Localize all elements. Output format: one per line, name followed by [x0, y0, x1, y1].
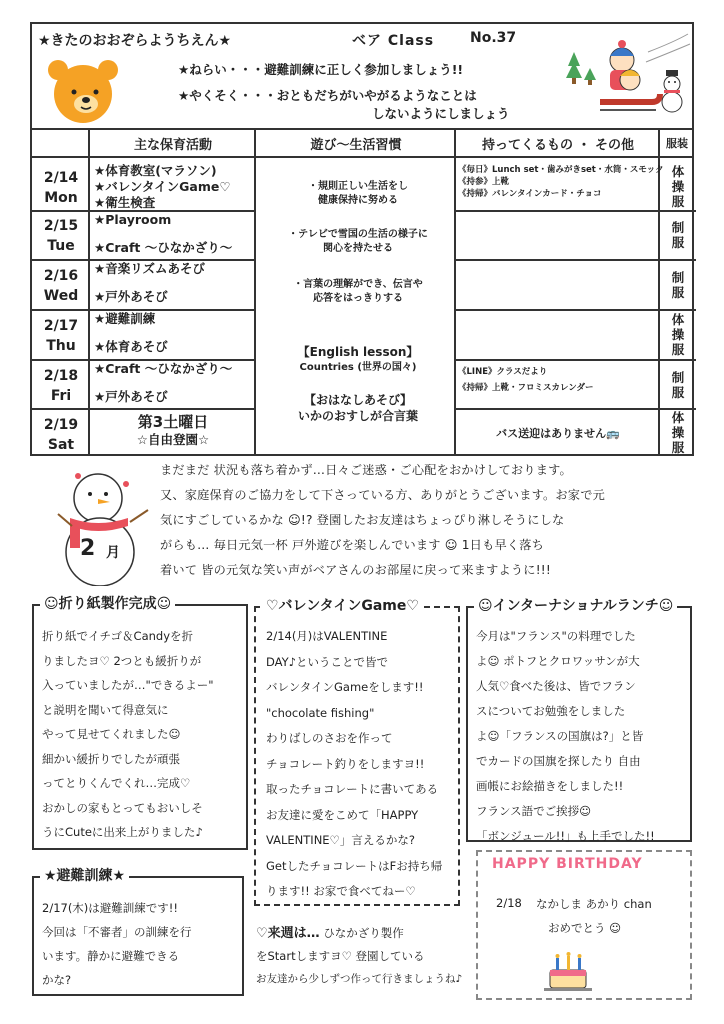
birthday-title: HAPPY BIRTHDAY	[492, 856, 643, 872]
life-habit: ・テレビで雪国の生活の様子に 関心を持たせる	[288, 229, 428, 254]
row-clothes: 制服	[671, 220, 685, 250]
row-date: 2/19 Sat	[43, 417, 79, 453]
row-clothes: 制服	[671, 270, 685, 300]
origami-box	[32, 596, 248, 850]
row-date: 2/16 Wed	[43, 268, 79, 304]
header-bring: 持ってくるもの ・ その他	[456, 130, 660, 158]
story-play: 【おはなしあそび】 いかのおすしが合言葉	[297, 393, 418, 423]
promise-text-1: ★やくそく・・・おともだちがいやがるようなことは	[178, 88, 477, 103]
row-clothes: 体操服	[671, 312, 685, 357]
row-date: 2/14 Mon	[43, 170, 79, 206]
next-week-note: ♡来週は… ひなかざり製作 をStartしますヨ♡ 登園している お友達から少しずつ作って行きましょうね♪	[256, 926, 463, 985]
evacuation-text: 2/17(木)は避難訓練です!! 今回は「不審者」の訓練を行 います。静かに避難できる かな?	[42, 901, 192, 987]
row-divider	[456, 359, 696, 361]
row-divider	[456, 309, 696, 311]
row-activities: ★Playroom ★Craft ～ひなかざり～	[94, 212, 233, 255]
message-text: まだまだ 状況も落ち着かず…日々ご迷惑・ご心配をおかけしております。 又、家庭保育のご協力をして下さっている方、ありがとうございます。お家で元 気にすごしているかな ☺!? 登園したお友達はちょっぴり淋しそうにしな がらも… 毎日元気一杯 戸外遊びを楽しんでいます ☺ 1日も早く落ち 着いて 皆の元気な笑い声がベアさんのお部屋に戻って来ますように!!!	[160, 463, 605, 577]
row-divider	[456, 210, 696, 212]
birthday-wish: おめでとう ☺	[548, 921, 622, 935]
row-divider	[32, 408, 256, 410]
issue-number: No.37	[470, 30, 517, 46]
birthday-date: 2/18	[496, 896, 522, 910]
row-activities: ★音楽リズムあそび ★戸外あそび	[94, 261, 205, 304]
valentine-box	[254, 598, 460, 906]
class-name: ベア Class	[352, 33, 435, 49]
bear-icon	[46, 54, 120, 124]
column-divider	[254, 130, 256, 454]
month-suffix: 月	[106, 545, 120, 561]
header-clothes: 服装	[660, 130, 694, 158]
next-week-title: ♡来週は…	[256, 926, 320, 941]
header-activity: 主な保育活動	[90, 130, 256, 158]
english-lesson: 【English lesson】 Countries (世界の国々)	[297, 345, 419, 373]
origami-text: 折り紙でイチゴ＆Candyを折 りましたヨ♡ 2つとも緩折りが 入っていましたが…"できるよー" と説明を聞いて得意気に やって見せてくれました☺ 細かい緩折りでしたが頑張 ってとりくんでくれ…完成♡ おかしの家もとってもおいしそ うにCuteに出来上がりました♪	[42, 629, 214, 839]
monthly-message	[48, 458, 698, 586]
row-date: 2/17 Thu	[43, 318, 79, 354]
weekly-schedule-table	[30, 130, 694, 456]
evacuation-title: ★避難訓練★	[40, 865, 129, 885]
snowman-icon	[48, 466, 154, 586]
row-bring: 《LINE》クラスだより 《持帰》上靴・フロミスカレンダー	[458, 367, 594, 393]
row-date: 2/18 Fri	[43, 368, 79, 404]
cake-icon	[542, 948, 594, 994]
origami-title: ☺折り紙製作完成☺	[40, 593, 175, 613]
header-date	[32, 130, 90, 158]
row-date: 2/15 Tue	[43, 218, 79, 254]
international-lunch-box	[466, 598, 692, 843]
valentine-text: 2/14(月)はVALENTINE DAY♪ということで皆で バレンタインGameをします!! "chocolate fishing" わりばしのさおを作って チョコレート釣りをしますヨ!! 取ったチョコレートに書いてある お友達に愛をこめて「HAPPY VALENTINE♡」言えるかな? GetしたチョコレートはFお持ち帰 ります!! お家で食べてねー♡	[266, 629, 443, 898]
row-activities: ★体育教室(マラソン) ★バレンタインGame♡ ★衛生検査	[94, 163, 231, 210]
row-activities: ★Craft ～ひなかざり～ ★戸外あそび	[94, 361, 233, 404]
row-bring: 《毎日》Lunch set・歯みがきset・水筒・スモック 《持参》上靴 《持帰》バレンタインカード・チョコ	[458, 165, 664, 199]
birthday-name: なかしま あかり chan	[536, 897, 652, 911]
row-activities: 第3土曜日 ☆自由登園☆	[136, 413, 210, 447]
aim-text: ★ねらい・・・避難訓練に正しく参加しましょう!!	[178, 62, 464, 77]
header-life: 遊び～生活習慣	[256, 130, 456, 158]
row-divider	[456, 408, 696, 410]
row-clothes: 体操服	[671, 164, 685, 209]
birthday-box	[476, 850, 692, 1000]
row-activities: ★避難訓練 ★体育あそび	[94, 311, 168, 354]
school-name: ★きたのおおぞらようちえん★	[38, 33, 232, 49]
row-clothes: 制服	[671, 370, 685, 400]
lunch-title: ☺インターナショナルランチ☺	[474, 595, 677, 615]
promise-text-2: しないようにしましょう	[372, 106, 510, 121]
lunch-text: 今月は"フランス"の料理でした よ☺ ポトフとクロワッサンが大 人気♡食べた後は、皆でフラン スについてお勉強をしました よ☺「フランスの国旗は?」と皆 でカードの国旗を探したり 自由 画帳にお絵描きをしました!! フランス語でご挨拶☺ 「ボンジュール!!」も上手でした!!	[476, 629, 655, 843]
sled-kids-icon	[564, 32, 692, 126]
month-number: 2	[80, 536, 96, 561]
row-clothes: 体操服	[671, 410, 685, 455]
row-bring: バス送迎はありません🚌	[496, 427, 620, 440]
life-habit: ・言葉の理解ができ、伝言や 応答をはっきりする	[293, 279, 423, 304]
life-habit: ・規則正しい生活をし 健康保持に努める	[308, 181, 408, 206]
row-divider	[456, 259, 696, 261]
valentine-title: ♡バレンタインGame♡	[262, 595, 423, 615]
evacuation-box	[32, 868, 244, 996]
header-box	[30, 22, 694, 130]
